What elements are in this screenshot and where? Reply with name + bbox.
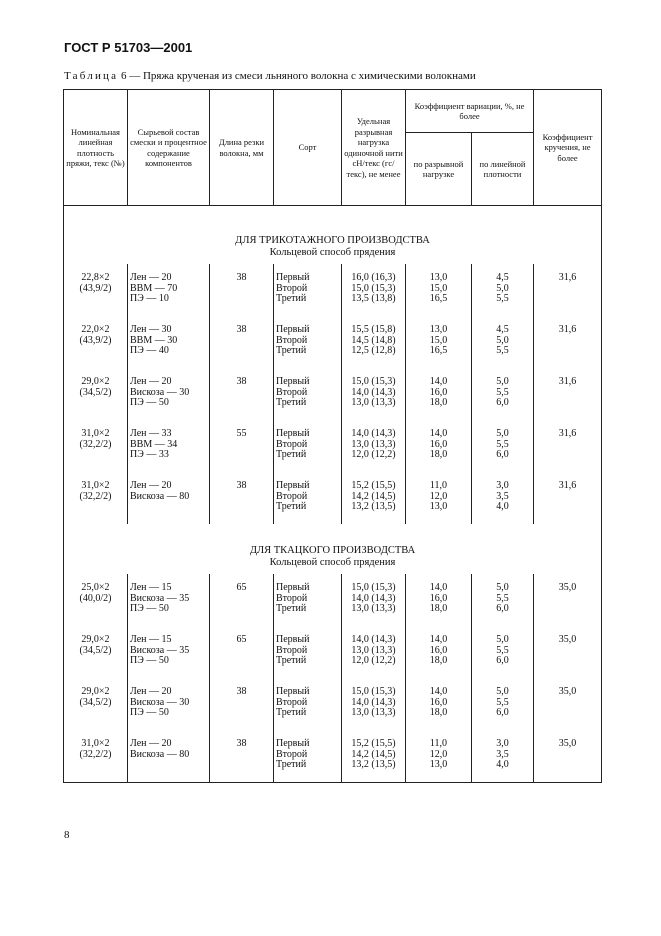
- cell-composition: [128, 420, 210, 472]
- cell-composition-line: Лен — 20: [130, 376, 172, 387]
- cell-composition-line: Вискоза — 30: [130, 386, 190, 398]
- cell-var-load-line: 12,0: [429, 748, 448, 760]
- cell-grade-line: Первый: [276, 686, 310, 697]
- cell-density: [64, 678, 128, 730]
- cell-load-line: 15,2 (15,5): [351, 480, 396, 491]
- cell-var-density: [472, 678, 534, 730]
- cell-var-density-line: 6,0: [496, 449, 509, 460]
- cell-var-load-line: 14,0: [429, 634, 448, 645]
- cell-var-density-line: 6,0: [496, 707, 509, 718]
- cell-twist: 31,6: [534, 316, 602, 368]
- cell-composition-line: Вискоза — 35: [130, 644, 190, 656]
- cell-twist: 31,6: [534, 264, 602, 316]
- cell-cut-length: 65: [210, 574, 274, 626]
- cell-composition-line: ПЭ — 33: [130, 449, 169, 460]
- cell-load-line: 15,0 (15,3): [351, 282, 396, 294]
- cell-var-load-line: 18,0: [429, 449, 448, 460]
- cell-var-density-line: 4,0: [496, 759, 509, 770]
- cell-grade: [274, 264, 342, 316]
- cell-load-line: 14,2 (14,5): [351, 490, 396, 502]
- cell-composition: [128, 678, 210, 730]
- cell-composition-line: Вискоза — 30: [130, 696, 190, 708]
- cell-var-load: [406, 316, 472, 368]
- cell-grade-line: Третий: [276, 345, 307, 356]
- col-header-grade: Сорт: [274, 90, 342, 206]
- cell-var-density-line: 6,0: [496, 655, 509, 666]
- table-caption-label: Таблица: [64, 70, 119, 82]
- cell-load-line: 13,2 (13,5): [351, 501, 396, 512]
- cell-var-density-line: 5,0: [496, 282, 509, 294]
- cell-load-line: 12,0 (12,2): [351, 655, 396, 666]
- cell-load-line: 13,0 (13,3): [351, 438, 396, 450]
- section-subtitle: Кольцевой способ прядения: [269, 556, 396, 568]
- cell-load-line: 15,0 (15,3): [351, 686, 396, 697]
- cell-var-load-line: 13,0: [429, 324, 448, 335]
- table-row: [64, 626, 602, 678]
- cell-load-line: 14,0 (14,3): [351, 386, 396, 398]
- cell-var-load: [406, 574, 472, 626]
- cell-composition: [128, 368, 210, 420]
- cell-twist: 31,6: [534, 368, 602, 420]
- cell-load-line: 15,2 (15,5): [351, 738, 396, 749]
- cell-density-line: (43,9/2): [79, 334, 112, 346]
- cell-var-load: [406, 678, 472, 730]
- cell-load: [342, 368, 406, 420]
- table-row: [64, 730, 602, 782]
- cell-load: [342, 626, 406, 678]
- cell-var-load-line: 18,0: [429, 655, 448, 666]
- cell-var-density-line: 5,0: [496, 428, 509, 439]
- cell-cut-length: 38: [210, 368, 274, 420]
- cell-cut-length: 55: [210, 420, 274, 472]
- cell-load-line: 13,2 (13,5): [351, 759, 396, 770]
- cell-grade-line: Третий: [276, 397, 307, 408]
- cell-load-line: 12,0 (12,2): [351, 449, 396, 460]
- cell-density: [64, 626, 128, 678]
- cell-grade-line: Второй: [276, 334, 308, 346]
- cell-var-density-line: 5,5: [496, 345, 509, 356]
- cell-var-load-line: 16,5: [429, 293, 448, 304]
- cell-load: [342, 316, 406, 368]
- col-header-twist: Коэффициент кручения, не более: [534, 90, 602, 206]
- cell-var-load-line: 16,0: [429, 592, 448, 604]
- table-row: [64, 368, 602, 420]
- section-header-row: [64, 524, 602, 574]
- cell-var-density-line: 4,0: [496, 501, 509, 512]
- cell-load-line: 14,0 (14,3): [351, 696, 396, 708]
- cell-composition-line: Лен — 20: [130, 738, 172, 749]
- cell-var-load-line: 13,0: [429, 759, 448, 770]
- cell-load-line: 15,0 (15,3): [351, 376, 396, 387]
- cell-density: [64, 472, 128, 524]
- table-row: [64, 574, 602, 626]
- cell-composition-line: ПЭ — 10: [130, 293, 169, 304]
- col-header-var-density: по линейной плотности: [472, 133, 534, 206]
- cell-grade-line: Второй: [276, 592, 308, 604]
- cell-density-line: (34,5/2): [79, 644, 112, 656]
- cell-load-line: 13,0 (13,3): [351, 397, 396, 408]
- cell-composition-line: ПЭ — 40: [130, 345, 169, 356]
- cell-twist: 35,0: [534, 730, 602, 782]
- cell-var-density-line: 5,5: [496, 644, 509, 656]
- cell-grade-line: Второй: [276, 386, 308, 398]
- cell-var-load-line: 15,0: [429, 282, 448, 294]
- cell-grade-line: Первый: [276, 376, 310, 387]
- cell-var-load-line: 16,0: [429, 696, 448, 708]
- cell-twist: 31,6: [534, 472, 602, 524]
- document-title: ГОСТ Р 51703—2001: [64, 40, 193, 55]
- cell-density: [64, 730, 128, 782]
- cell-var-load-line: 14,0: [429, 428, 448, 439]
- cell-var-density-line: 5,0: [496, 334, 509, 346]
- table-caption: [64, 70, 476, 82]
- cell-var-density: [472, 472, 534, 524]
- cell-cut-length: 65: [210, 626, 274, 678]
- cell-cut-length: 38: [210, 316, 274, 368]
- cell-var-density-line: 3,5: [496, 490, 509, 502]
- cell-density-line: 31,0×2: [81, 428, 110, 439]
- cell-var-load-line: 16,0: [429, 644, 448, 656]
- cell-composition-line: Вискоза — 80: [130, 490, 190, 502]
- cell-composition-line: Лен — 20: [130, 686, 172, 697]
- cell-var-load-line: 14,0: [429, 582, 448, 593]
- cell-grade: [274, 678, 342, 730]
- table-header: [64, 90, 602, 206]
- cell-composition: [128, 472, 210, 524]
- cell-grade: [274, 472, 342, 524]
- cell-grade-line: Второй: [276, 748, 308, 760]
- cell-var-density-line: 3,0: [496, 480, 509, 491]
- cell-grade-line: Третий: [276, 293, 307, 304]
- cell-composition-line: ВВМ — 34: [130, 438, 178, 450]
- cell-composition: [128, 626, 210, 678]
- cell-density-line: (34,5/2): [79, 386, 112, 398]
- cell-grade-line: Первый: [276, 480, 310, 491]
- cell-grade: [274, 626, 342, 678]
- cell-density-line: (32,2/2): [79, 438, 112, 450]
- cell-var-density-line: 3,5: [496, 748, 509, 760]
- cell-var-load-line: 16,0: [429, 386, 448, 398]
- cell-var-density: [472, 626, 534, 678]
- cell-var-density-line: 3,0: [496, 738, 509, 749]
- cell-load: [342, 730, 406, 782]
- col-header-composition: Сырьевой состав смески и процентное содержание компонентов: [128, 90, 210, 206]
- cell-composition-line: Лен — 15: [130, 634, 172, 645]
- section-title: ДЛЯ ТРИКОТАЖНОГО ПРОИЗВОДСТВА: [235, 235, 430, 246]
- cell-density: [64, 264, 128, 316]
- cell-composition-line: ВВМ — 30: [130, 334, 178, 346]
- cell-var-load-line: 14,0: [429, 686, 448, 697]
- cell-var-load-line: 15,0: [429, 334, 448, 346]
- cell-load-line: 13,0 (13,3): [351, 644, 396, 656]
- cell-grade: [274, 420, 342, 472]
- cell-twist: 31,6: [534, 420, 602, 472]
- cell-twist: 35,0: [534, 626, 602, 678]
- cell-var-load-line: 18,0: [429, 707, 448, 718]
- cell-var-density-line: 5,5: [496, 696, 509, 708]
- cell-var-load-line: 18,0: [429, 603, 448, 614]
- cell-var-density-line: 5,5: [496, 592, 509, 604]
- cell-grade-line: Первый: [276, 738, 310, 749]
- cell-load-line: 13,0 (13,3): [351, 707, 396, 718]
- section-subtitle: Кольцевой способ прядения: [269, 246, 396, 258]
- cell-cut-length: 38: [210, 472, 274, 524]
- cell-grade-line: Первый: [276, 582, 310, 593]
- cell-density-line: 31,0×2: [81, 480, 110, 491]
- cell-var-density-line: 5,5: [496, 293, 509, 304]
- col-header-density: Номинальная линейная плотность пряжи, текс (№): [64, 90, 128, 206]
- cell-var-density: [472, 420, 534, 472]
- cell-var-load: [406, 472, 472, 524]
- cell-grade-line: Третий: [276, 501, 307, 512]
- cell-density-line: 29,0×2: [81, 634, 110, 645]
- cell-var-density-line: 5,0: [496, 634, 509, 645]
- table-row: [64, 264, 602, 316]
- cell-composition-line: Лен — 30: [130, 324, 172, 335]
- cell-grade: [274, 730, 342, 782]
- table-row: [64, 316, 602, 368]
- cell-load-line: 12,5 (12,8): [351, 345, 396, 356]
- cell-load-line: 14,0 (14,3): [351, 428, 396, 439]
- cell-load-line: 13,0 (13,3): [351, 603, 396, 614]
- cell-load-line: 14,5 (14,8): [351, 334, 396, 346]
- cell-composition-line: Лен — 20: [130, 272, 172, 283]
- cell-var-density-line: 5,0: [496, 686, 509, 697]
- cell-var-density-line: 6,0: [496, 603, 509, 614]
- cell-density-line: 31,0×2: [81, 738, 110, 749]
- cell-composition: [128, 264, 210, 316]
- cell-load: [342, 264, 406, 316]
- cell-density-line: 25,0×2: [81, 582, 110, 593]
- cell-load: [342, 420, 406, 472]
- cell-grade-line: Второй: [276, 282, 308, 294]
- cell-grade-line: Второй: [276, 644, 308, 656]
- cell-density-line: 29,0×2: [81, 686, 110, 697]
- cell-twist: 35,0: [534, 574, 602, 626]
- cell-var-density-line: 5,5: [496, 438, 509, 450]
- col-header-var-load: по разрывной нагрузке: [406, 133, 472, 206]
- table-caption-text: 6 — Пряжа крученая из смеси льняного волокна с химическими волокнами: [118, 70, 476, 82]
- cell-var-load-line: 16,0: [429, 438, 448, 450]
- cell-grade-line: Второй: [276, 438, 308, 450]
- page-number: 8: [64, 829, 70, 841]
- cell-var-load-line: 11,0: [429, 480, 448, 491]
- cell-var-load: [406, 626, 472, 678]
- section-header: [64, 206, 602, 265]
- cell-var-density-line: 4,5: [496, 272, 509, 283]
- table-row: [64, 472, 602, 524]
- cell-grade-line: Первый: [276, 324, 310, 335]
- col-header-variation-group: Коэффициент вариации, %, не более: [406, 90, 534, 133]
- cell-twist: 35,0: [534, 678, 602, 730]
- cell-grade-line: Первый: [276, 272, 310, 283]
- cell-composition-line: Лен — 20: [130, 480, 172, 491]
- cell-var-load: [406, 368, 472, 420]
- cell-composition-line: ПЭ — 50: [130, 707, 169, 718]
- cell-grade-line: Третий: [276, 603, 307, 614]
- table-body: [64, 206, 602, 783]
- cell-var-density-line: 4,5: [496, 324, 509, 335]
- cell-var-density-line: 5,0: [496, 582, 509, 593]
- cell-grade-line: Третий: [276, 759, 307, 770]
- cell-cut-length: 38: [210, 678, 274, 730]
- cell-var-density-line: 5,0: [496, 376, 509, 387]
- cell-density: [64, 316, 128, 368]
- cell-load-line: 15,0 (15,3): [351, 582, 396, 593]
- cell-density: [64, 574, 128, 626]
- cell-composition-line: Лен — 15: [130, 582, 172, 593]
- cell-composition: [128, 316, 210, 368]
- section-header-row: [64, 206, 602, 265]
- cell-var-load-line: 12,0: [429, 490, 448, 502]
- cell-var-density: [472, 316, 534, 368]
- cell-composition: [128, 574, 210, 626]
- cell-grade: [274, 368, 342, 420]
- cell-density-line: (32,2/2): [79, 748, 112, 760]
- cell-var-load: [406, 420, 472, 472]
- cell-var-density-line: 5,5: [496, 386, 509, 398]
- col-header-cut-length: Длина резки волокна, мм: [210, 90, 274, 206]
- cell-var-load: [406, 264, 472, 316]
- section-title: ДЛЯ ТКАЦКОГО ПРОИЗВОДСТВА: [249, 545, 416, 556]
- cell-var-density: [472, 368, 534, 420]
- cell-composition-line: Вискоза — 35: [130, 592, 190, 604]
- cell-var-load-line: 18,0: [429, 397, 448, 408]
- cell-composition-line: Лен — 33: [130, 428, 172, 439]
- section-header: [64, 524, 602, 574]
- cell-grade-line: Первый: [276, 634, 310, 645]
- cell-composition-line: ПЭ — 50: [130, 397, 169, 408]
- cell-density-line: (32,2/2): [79, 490, 112, 502]
- cell-density: [64, 368, 128, 420]
- cell-var-load-line: 16,5: [429, 345, 448, 356]
- cell-grade: [274, 316, 342, 368]
- cell-cut-length: 38: [210, 730, 274, 782]
- cell-var-density-line: 6,0: [496, 397, 509, 408]
- yarn-spec-table: [63, 89, 602, 783]
- cell-load-line: 14,0 (14,3): [351, 634, 396, 645]
- cell-composition: [128, 730, 210, 782]
- col-header-load: Удельная разрывная нагрузка одиночной нити сН/текс (гс/текс), не менее: [342, 90, 406, 206]
- cell-density-line: (40,0/2): [79, 592, 112, 604]
- cell-density-line: 29,0×2: [81, 376, 110, 387]
- cell-var-load-line: 11,0: [429, 738, 448, 749]
- cell-grade-line: Второй: [276, 490, 308, 502]
- cell-grade: [274, 574, 342, 626]
- cell-var-load-line: 14,0: [429, 376, 448, 387]
- cell-cut-length: 38: [210, 264, 274, 316]
- cell-var-load: [406, 730, 472, 782]
- cell-grade-line: Третий: [276, 655, 307, 666]
- cell-grade-line: Второй: [276, 696, 308, 708]
- cell-load: [342, 574, 406, 626]
- table-row: [64, 678, 602, 730]
- cell-density: [64, 420, 128, 472]
- cell-density-line: 22,8×2: [81, 272, 110, 283]
- cell-var-load-line: 13,0: [429, 272, 448, 283]
- cell-load-line: 16,0 (16,3): [351, 272, 396, 283]
- cell-composition-line: ПЭ — 50: [130, 655, 169, 666]
- cell-var-load-line: 13,0: [429, 501, 448, 512]
- cell-var-density: [472, 730, 534, 782]
- cell-composition-line: ВВМ — 70: [130, 282, 178, 294]
- cell-density-line: 22,0×2: [81, 324, 110, 335]
- cell-density-line: (34,5/2): [79, 696, 112, 708]
- cell-composition-line: ПЭ — 50: [130, 603, 169, 614]
- table-row: [64, 420, 602, 472]
- cell-grade-line: Третий: [276, 449, 307, 460]
- cell-grade-line: Первый: [276, 428, 310, 439]
- cell-composition-line: Вискоза — 80: [130, 748, 190, 760]
- cell-load: [342, 472, 406, 524]
- cell-load-line: 14,2 (14,5): [351, 748, 396, 760]
- cell-var-density: [472, 574, 534, 626]
- cell-grade-line: Третий: [276, 707, 307, 718]
- cell-load-line: 14,0 (14,3): [351, 592, 396, 604]
- cell-load: [342, 678, 406, 730]
- cell-density-line: (43,9/2): [79, 282, 112, 294]
- cell-load-line: 15,5 (15,8): [351, 324, 396, 335]
- cell-var-density: [472, 264, 534, 316]
- cell-load-line: 13,5 (13,8): [351, 293, 396, 304]
